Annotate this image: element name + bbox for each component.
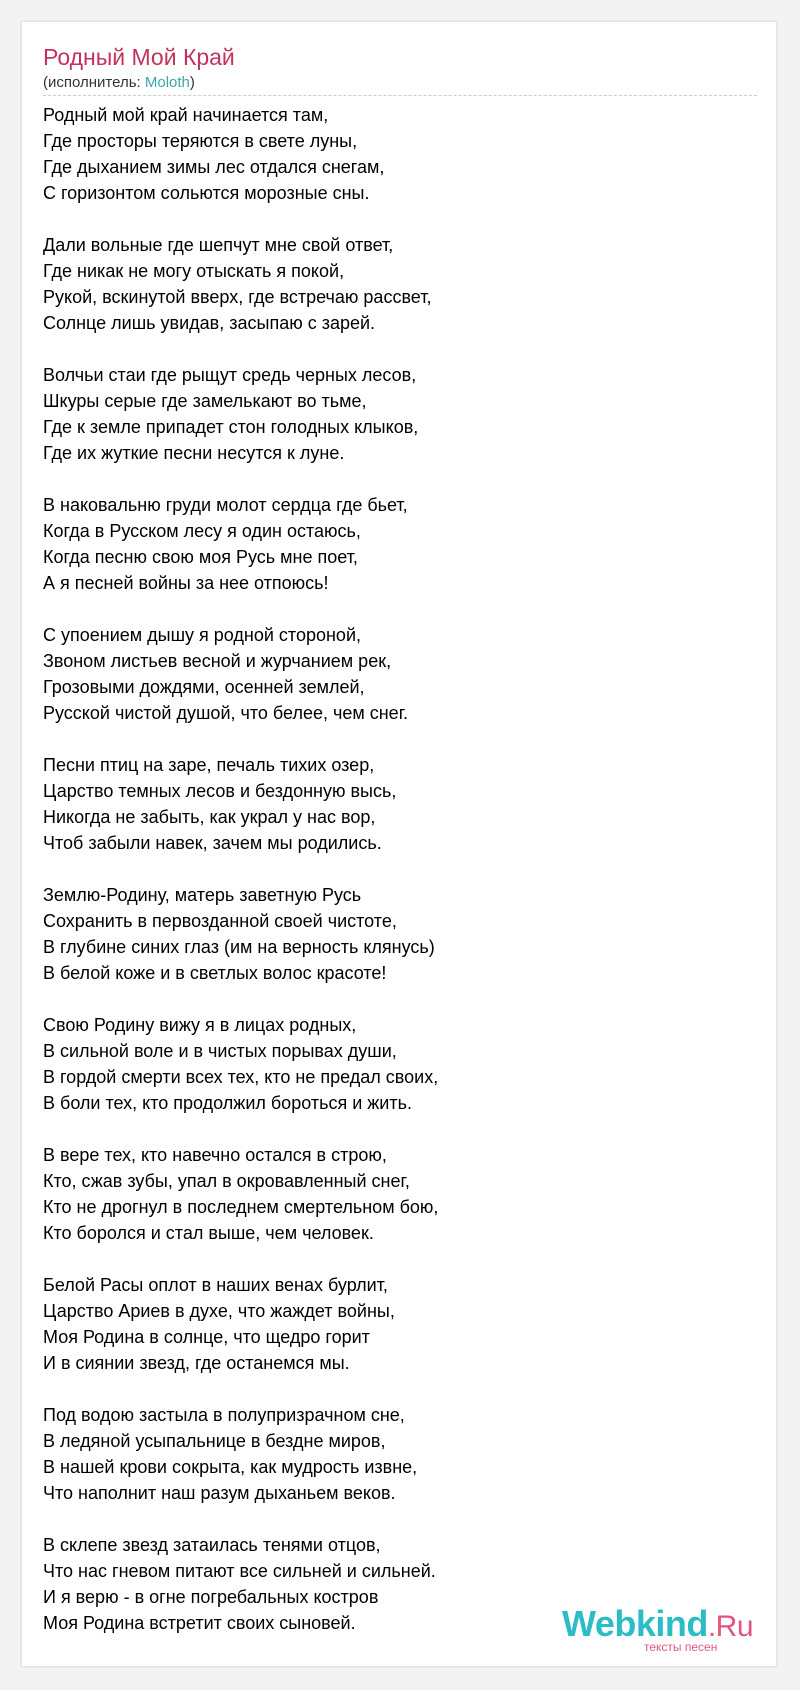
lyrics-line: Что нас гневом питают все сильней и сильней.	[43, 1561, 436, 1581]
lyrics-line: Кто боролся и стал выше, чем человек.	[43, 1223, 374, 1243]
lyrics-line: Шкуры серые где замелькают во тьме,	[43, 391, 367, 411]
lyrics-line: В ледяной усыпальнице в бездне миров,	[43, 1431, 386, 1451]
logo-tld-text: .Ru	[707, 1610, 754, 1643]
lyrics-line: Дали вольные где шепчут мне свой ответ,	[43, 235, 394, 255]
lyrics-line: И в сиянии звезд, где останемся мы.	[43, 1353, 350, 1373]
lyrics-line: Русской чистой душой, что белее, чем снег.	[43, 703, 409, 723]
lyrics-line: Волчьи стаи где рыщут средь черных лесов,	[43, 365, 417, 385]
lyrics-line: С упоением дышу я родной стороной,	[43, 625, 361, 645]
lyrics-line: Сохранить в первозданной своей чистоте,	[43, 911, 397, 931]
lyrics-line: В вере тех, кто навечно остался в строю,	[43, 1145, 387, 1165]
lyrics-line: Родный мой край начинается там,	[43, 105, 329, 125]
lyrics-line: Солнце лишь увидав, засыпаю с зарей.	[43, 313, 376, 333]
lyrics-stanza	[43, 492, 757, 596]
lyrics-line: Белой Расы оплот в наших венах бурлит,	[43, 1275, 388, 1295]
lyrics-line: В нашей крови сокрыта, как мудрость извне,	[43, 1457, 418, 1477]
lyrics-line: Где их жуткие песни несутся к луне.	[43, 443, 345, 463]
lyrics-line: Где никак не могу отыскать я покой,	[43, 261, 345, 281]
lyrics-stanza	[43, 1402, 757, 1506]
lyrics-line: Грозовыми дождями, осенней землей,	[43, 677, 365, 697]
lyrics-line: Под водою застыла в полупризрачном сне,	[43, 1405, 405, 1425]
lyrics-line: Никогда не забыть, как украл у нас вор,	[43, 807, 376, 827]
logo-main-text: Webkind	[562, 1603, 708, 1644]
lyrics-stanza	[43, 232, 757, 336]
lyrics-line: Когда в Русском лесу я один остаюсь,	[43, 521, 361, 541]
lyrics-line: Царство темных лесов и бездонную высь,	[43, 781, 397, 801]
lyrics-line: Царство Ариев в духе, что жаждет войны,	[43, 1301, 395, 1321]
lyrics-stanza	[43, 752, 757, 856]
lyrics-line: Где просторы теряются в свете луны,	[43, 131, 358, 151]
lyrics-line: Кто, сжав зубы, упал в окровавленный снег,	[43, 1171, 410, 1191]
lyrics-line: В глубине синих глаз (им на верность клянусь)	[43, 937, 435, 957]
lyrics-stanza	[43, 102, 757, 206]
artist-link[interactable]: Moloth	[144, 74, 190, 91]
lyrics-line: И я верю - в огне погребальных костров	[43, 1587, 379, 1607]
lyrics-line: В наковальню груди молот сердца где бьет,	[43, 495, 408, 515]
lyrics-stanza	[43, 1272, 757, 1376]
song-title: Родный Мой Край	[43, 44, 235, 70]
lyrics-stanza	[43, 882, 757, 986]
lyrics-line: В склепе звезд затаилась тенями отцов,	[43, 1535, 381, 1555]
lyrics-line: В сильной воле и в чистых порывах души,	[43, 1041, 397, 1061]
lyrics-line: Землю-Родину, матерь заветную Русь	[43, 885, 362, 905]
lyrics-stanza	[43, 622, 757, 726]
lyrics-line: Свою Родину вижу я в лицах родных,	[43, 1015, 357, 1035]
lyrics-line: Где дыханием зимы лес отдался снегам,	[43, 157, 385, 177]
lyrics-stanza	[43, 1012, 757, 1116]
lyrics-line: В боли тех, кто продолжил бороться и жить.	[43, 1093, 412, 1113]
lyrics-line: Что наполнит наш разум дыханьем веков.	[43, 1483, 396, 1503]
lyrics-line: Когда песню свою моя Русь мне поет,	[43, 547, 358, 567]
performer-line	[43, 73, 195, 93]
lyrics-line: Песни птиц на заре, печаль тихих озер,	[43, 755, 375, 775]
lyrics-stanza	[43, 1142, 757, 1246]
lyrics-line: Кто не дрогнул в последнем смертельном бою,	[43, 1197, 439, 1217]
lyrics-line: С горизонтом сольются морозные сны.	[43, 183, 370, 203]
performer-suffix: )	[189, 74, 195, 91]
lyrics-card	[22, 22, 776, 1666]
logo-tagline: тексты песен	[644, 1640, 718, 1654]
lyrics-line: Звоном листьев весной и журчанием рек,	[43, 651, 392, 671]
lyrics-stanza	[43, 362, 757, 466]
lyrics-line: В белой коже и в светлых волос красоте!	[43, 963, 387, 983]
lyrics-line: Моя Родина в солнце, что щедро горит	[43, 1327, 370, 1347]
performer-prefix: (исполнитель:	[43, 74, 145, 91]
title-divider	[43, 95, 757, 96]
lyrics-line: А я песней войны за нее отпоюсь!	[43, 573, 329, 593]
lyrics-text	[43, 102, 757, 1662]
lyrics-line: Где к земле припадет стон голодных клыков,	[43, 417, 419, 437]
lyrics-line: Чтоб забыли навек, зачем мы родились.	[43, 833, 382, 853]
lyrics-line: Рукой, вскинутой вверх, где встречаю рассвет,	[43, 287, 432, 307]
lyrics-line: В гордой смерти всех тех, кто не предал своих,	[43, 1067, 439, 1087]
webkind-logo[interactable]	[562, 1604, 772, 1652]
lyrics-line: Моя Родина встретит своих сыновей.	[43, 1613, 356, 1633]
